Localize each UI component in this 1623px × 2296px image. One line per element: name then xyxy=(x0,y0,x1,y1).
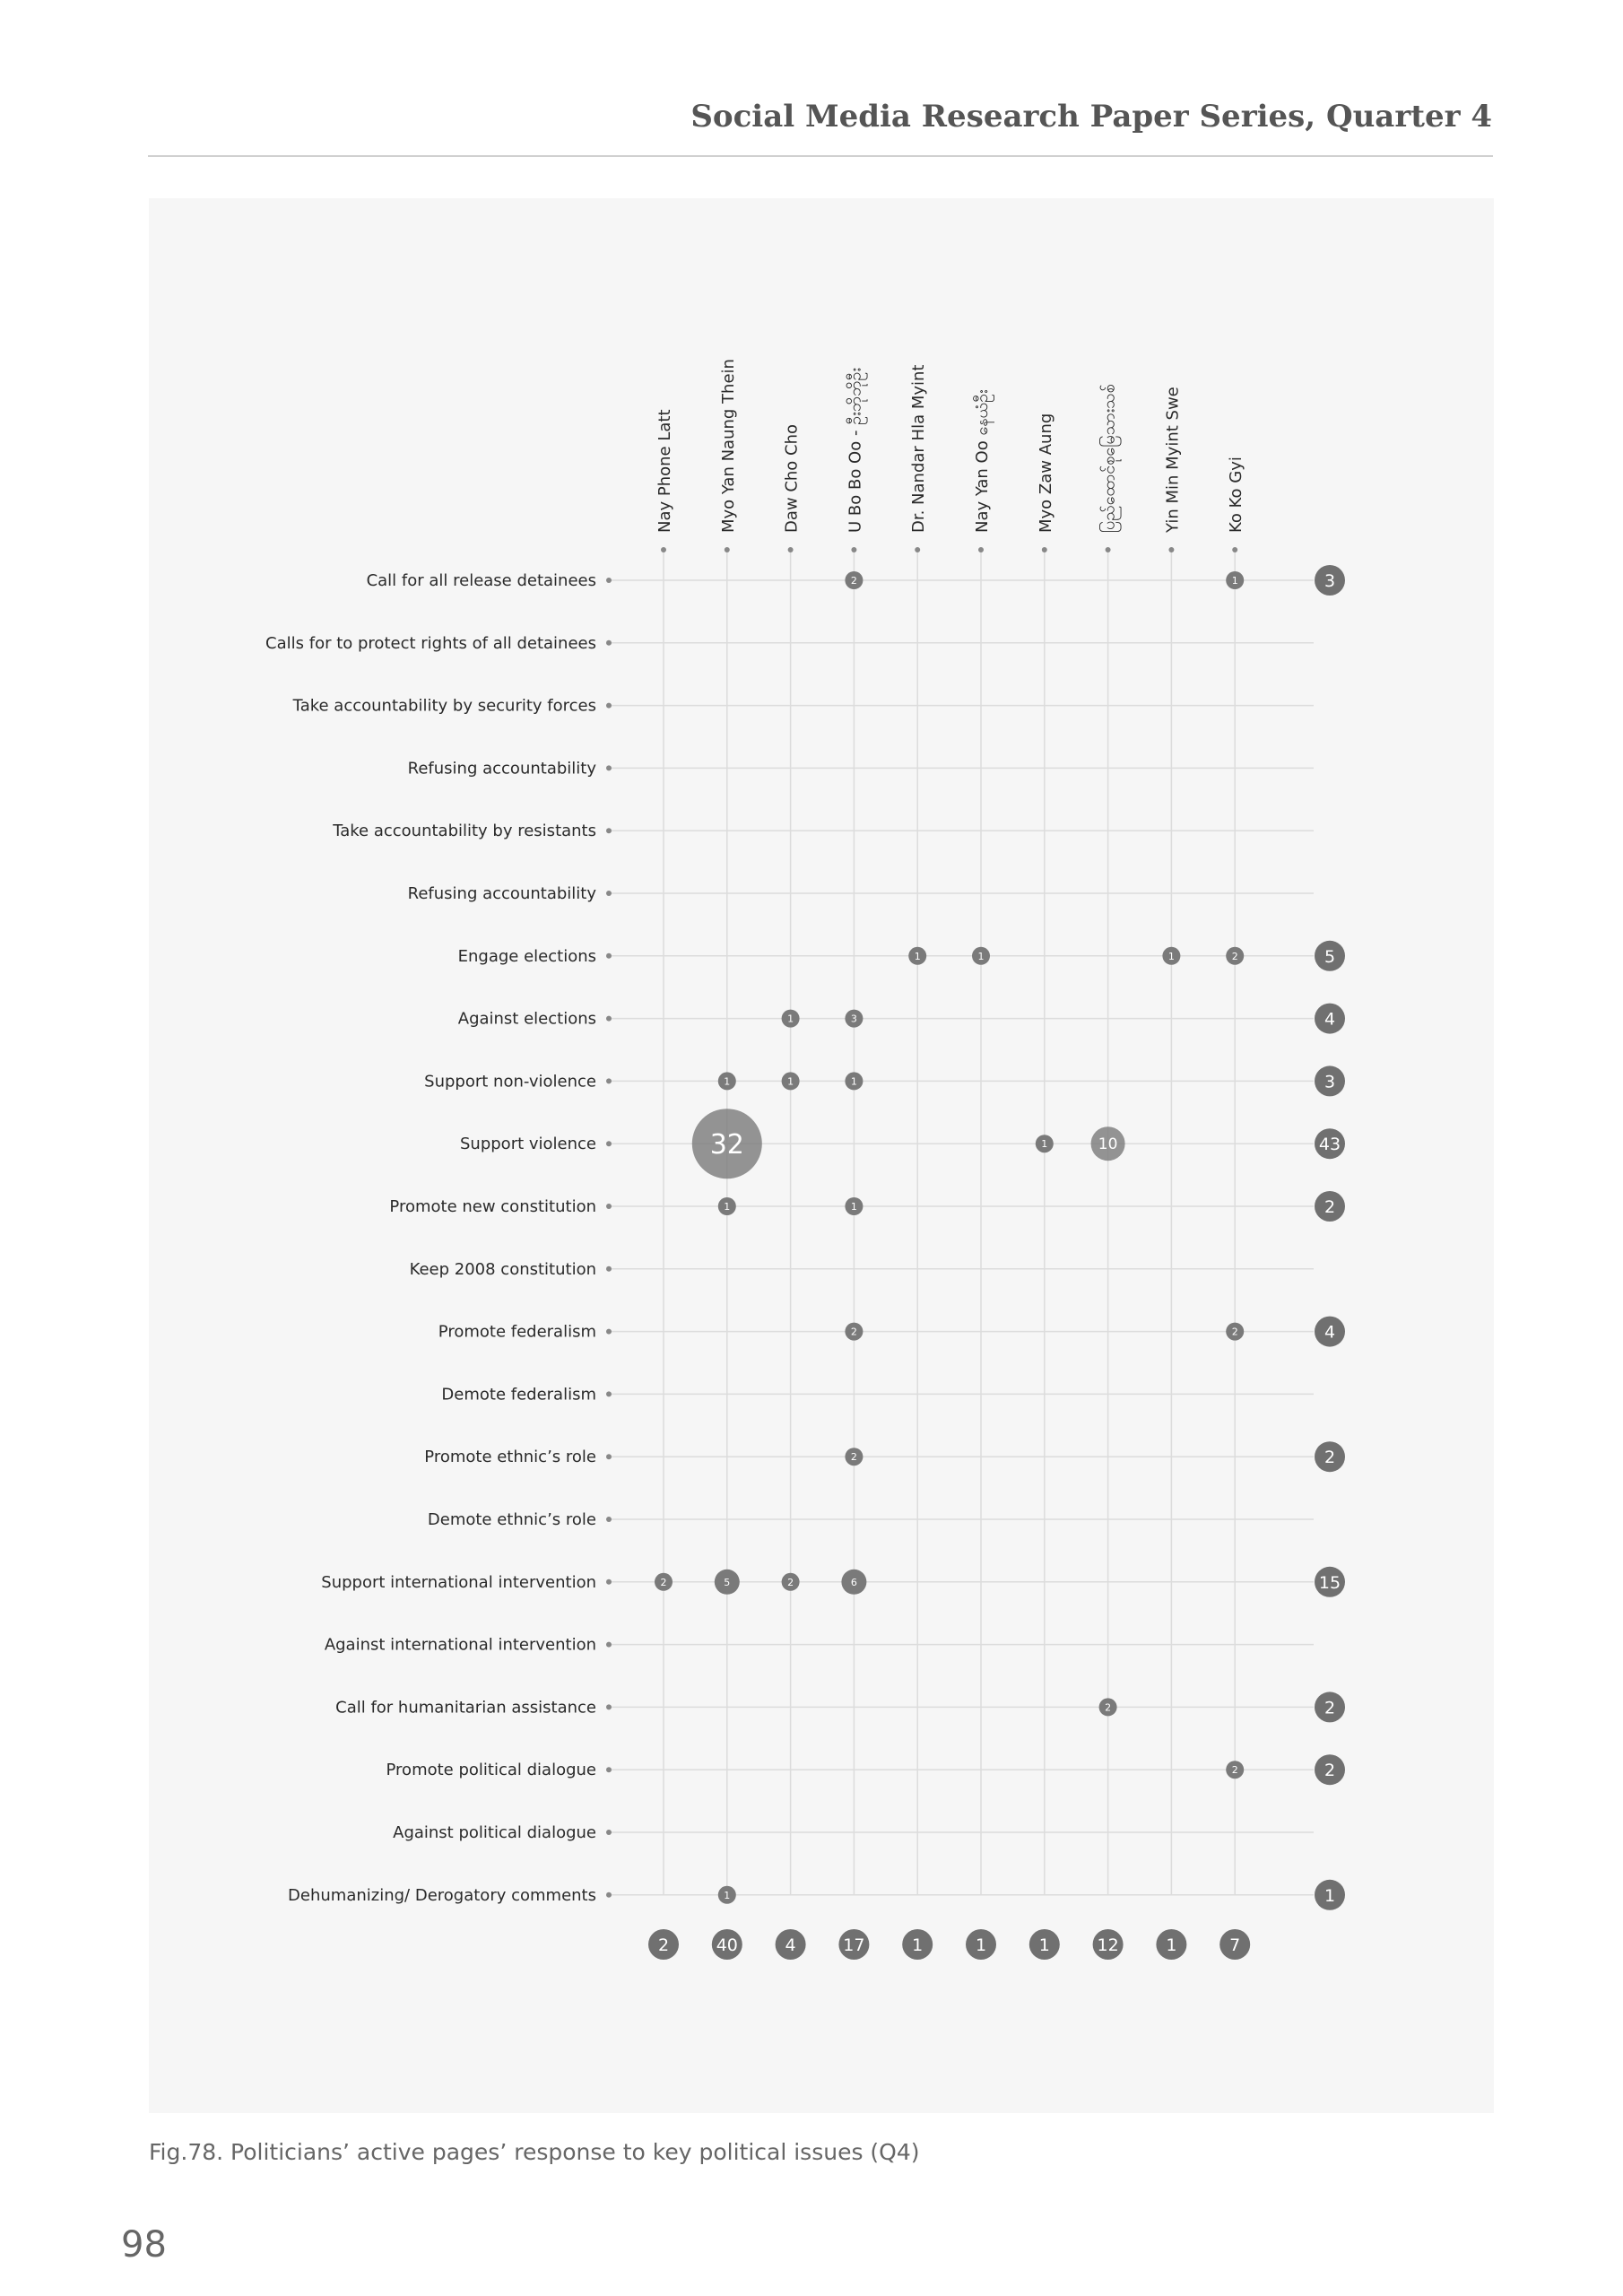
row-total-label: 1 xyxy=(1324,1885,1336,1906)
row-label: Take accountability by security forces xyxy=(292,696,596,716)
row-total-label: 2 xyxy=(1324,1698,1336,1718)
row-total-label: 3 xyxy=(1324,1072,1336,1092)
row-label: Take accountability by resistants xyxy=(333,822,596,841)
row-marker-dot xyxy=(606,703,612,709)
data-bubble-label: 1 xyxy=(724,1075,731,1088)
column-marker-dot xyxy=(661,547,666,552)
header-title: Social Media Research Paper Series, Quarter 4 xyxy=(690,99,1492,135)
row-total-label: 43 xyxy=(1318,1135,1341,1155)
column-total-label: 2 xyxy=(657,1935,670,1955)
data-bubble-label: 2 xyxy=(1231,950,1238,962)
row-label: Promote federalism xyxy=(438,1322,596,1342)
column-total-label: 40 xyxy=(716,1935,738,1955)
row-label: Support violence xyxy=(460,1135,596,1154)
row-label: Call for humanitarian assistance xyxy=(335,1698,596,1718)
column-marker-dot xyxy=(1232,547,1237,552)
row-marker-dot xyxy=(606,1204,612,1209)
column-label: Yin Min Myint Swe xyxy=(1163,387,1183,533)
column-label: Daw Cho Cho xyxy=(782,423,802,533)
row-marker-dot xyxy=(606,1391,612,1396)
column-total-label: 12 xyxy=(1097,1935,1119,1955)
row-total-label: 2 xyxy=(1324,1761,1336,1781)
column-marker-dot xyxy=(851,547,856,552)
data-bubble-label: 2 xyxy=(1105,1701,1112,1714)
row-total-label: 4 xyxy=(1324,1322,1336,1343)
data-bubble-label: 10 xyxy=(1098,1135,1118,1154)
data-bubble-label: 6 xyxy=(850,1576,857,1588)
column-label: Nay Yan Oo နေယံဦး xyxy=(973,389,992,533)
data-bubble-label: 2 xyxy=(1231,1764,1238,1777)
row-marker-dot xyxy=(606,1704,612,1709)
row-label: Promote new constitution xyxy=(389,1197,596,1216)
row-marker-dot xyxy=(606,1892,612,1898)
column-label: Ko Ko Gyi xyxy=(1227,457,1246,533)
row-marker-dot xyxy=(606,640,612,646)
column-total-label: 1 xyxy=(1038,1935,1050,1955)
row-marker-dot xyxy=(606,1517,612,1522)
column-marker-dot xyxy=(1168,547,1174,552)
row-marker-dot xyxy=(606,1642,612,1648)
column-marker-dot xyxy=(725,547,730,552)
data-bubble-label: 2 xyxy=(787,1576,794,1588)
data-bubble-label: 1 xyxy=(977,950,985,962)
data-bubble-label: 2 xyxy=(1231,1326,1238,1338)
row-marker-dot xyxy=(606,1016,612,1022)
column-label: ပြည်ထောင်စုမြေသားသစ် xyxy=(1099,384,1119,533)
column-total-label: 7 xyxy=(1229,1935,1241,1955)
data-bubble-label: 1 xyxy=(724,1889,731,1901)
data-bubble-label: 5 xyxy=(724,1576,731,1588)
row-label: Refusing accountability xyxy=(407,884,596,903)
row-marker-dot xyxy=(606,1141,612,1146)
data-bubble-label: 1 xyxy=(724,1201,731,1213)
row-label: Support international intervention xyxy=(321,1572,596,1592)
column-label: Dr. Nandar Hla Myint xyxy=(909,364,929,533)
data-bubble-label: 1 xyxy=(787,1013,794,1025)
column-total-label: 17 xyxy=(843,1935,865,1955)
row-total-label: 3 xyxy=(1324,571,1336,591)
figure-caption: Fig.78. Politicians’ active pages’ response to key political issues (Q4) xyxy=(149,2139,920,2165)
data-bubble-label: 2 xyxy=(850,575,857,587)
column-marker-dot xyxy=(978,547,984,552)
row-marker-dot xyxy=(606,1830,612,1835)
row-marker-dot xyxy=(606,1329,612,1335)
column-total-label: 1 xyxy=(912,1935,924,1955)
column-marker-dot xyxy=(788,547,794,552)
row-label: Calls for to protect rights of all detainees xyxy=(265,633,596,653)
row-label: Demote ethnic’s role xyxy=(427,1510,596,1529)
column-label: Myo Yan Naung Thein xyxy=(718,359,738,533)
column-label: Myo Zaw Aung xyxy=(1036,413,1055,533)
column-label: U Bo Bo Oo - ဦးဘိုဘိုဦး xyxy=(846,368,865,533)
column-total-label: 4 xyxy=(785,1935,796,1955)
row-marker-dot xyxy=(606,891,612,896)
data-bubble-label: 1 xyxy=(850,1201,857,1213)
column-total-label: 1 xyxy=(1166,1935,1177,1955)
column-marker-dot xyxy=(915,547,920,552)
row-marker-dot xyxy=(606,765,612,770)
data-bubble-label: 3 xyxy=(850,1013,857,1025)
row-label: Promote ethnic’s role xyxy=(424,1448,596,1467)
row-label: Against international intervention xyxy=(324,1635,596,1655)
row-label: Refusing accountability xyxy=(407,759,596,778)
data-bubble-label: 2 xyxy=(660,1576,667,1588)
page-number: 98 xyxy=(121,2224,167,2266)
row-label: Promote political dialogue xyxy=(386,1761,596,1780)
data-bubble-label: 2 xyxy=(850,1451,857,1464)
column-marker-dot xyxy=(1042,547,1047,552)
row-marker-dot xyxy=(606,578,612,583)
row-marker-dot xyxy=(606,1767,612,1772)
row-label: Against elections xyxy=(457,1009,596,1029)
row-label: Engage elections xyxy=(457,946,596,966)
row-total-label: 2 xyxy=(1324,1197,1336,1217)
column-label: Nay Phone Latt xyxy=(655,409,674,533)
data-bubble-label: 1 xyxy=(850,1075,857,1088)
row-label: Support non-violence xyxy=(424,1072,596,1091)
row-marker-dot xyxy=(606,1078,612,1083)
data-bubble-label: 1 xyxy=(914,950,921,962)
row-label: Dehumanizing/ Derogatory comments xyxy=(288,1885,596,1905)
data-bubble-label: 1 xyxy=(1041,1138,1048,1151)
row-total-label: 15 xyxy=(1318,1572,1341,1593)
row-marker-dot xyxy=(606,828,612,833)
data-bubble-label: 1 xyxy=(1167,950,1175,962)
data-bubble-label: 1 xyxy=(1231,575,1238,587)
column-marker-dot xyxy=(1106,547,1111,552)
row-total-label: 5 xyxy=(1324,946,1336,967)
row-total-label: 4 xyxy=(1324,1009,1336,1030)
data-bubble-label: 2 xyxy=(850,1326,857,1338)
row-marker-dot xyxy=(606,953,612,959)
row-label: Against political dialogue xyxy=(393,1823,596,1842)
data-bubble-label: 1 xyxy=(787,1075,794,1088)
data-bubble-label: 32 xyxy=(709,1129,744,1161)
row-total-label: 2 xyxy=(1324,1448,1336,1468)
row-marker-dot xyxy=(606,1266,612,1272)
row-marker-dot xyxy=(606,1579,612,1585)
row-marker-dot xyxy=(606,1454,612,1459)
row-label: Call for all release detainees xyxy=(366,571,596,590)
column-total-label: 1 xyxy=(975,1935,987,1955)
row-label: Demote federalism xyxy=(441,1385,596,1405)
row-label: Keep 2008 constitution xyxy=(409,1259,596,1279)
